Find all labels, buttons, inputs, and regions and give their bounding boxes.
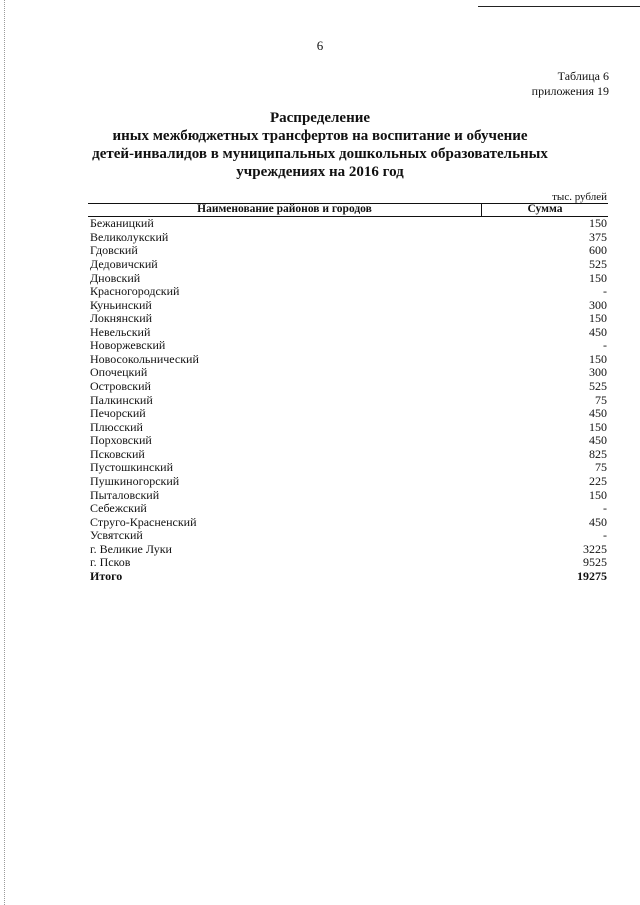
top-rule-line (478, 6, 640, 7)
district-sum: 450 (589, 406, 607, 421)
table-header-row (88, 204, 608, 217)
district-name: Пустошкинский (90, 460, 173, 475)
district-sum: - (603, 501, 607, 516)
table-row (88, 434, 608, 448)
table-row (88, 244, 608, 258)
district-name: Великолукский (90, 229, 169, 244)
title-line-1: Распределение (269, 110, 371, 126)
appendix-reference (532, 69, 609, 99)
district-sum: 450 (589, 433, 607, 448)
distribution-table (88, 203, 608, 583)
table-row (88, 312, 608, 326)
table-label: Таблица 6 (557, 69, 609, 83)
district-name: г. Псков (90, 555, 131, 570)
district-sum: 9525 (583, 555, 607, 570)
district-name: Псковский (90, 446, 145, 461)
table-row (88, 258, 608, 272)
district-sum: 150 (589, 487, 607, 502)
district-sum: 150 (589, 419, 607, 434)
district-name: Себежский (90, 501, 147, 516)
district-name: Бежаницкий (90, 216, 154, 231)
total-label: Итого (90, 568, 123, 583)
district-sum: 525 (589, 256, 607, 271)
district-name: Локнянский (90, 311, 153, 326)
table-row (88, 407, 608, 421)
table-row (88, 529, 608, 543)
table-row (88, 475, 608, 489)
total-sum: 19275 (577, 568, 607, 583)
district-name: Новоржевский (90, 338, 166, 353)
table-row (88, 556, 608, 570)
appendix-label: приложения 19 (531, 84, 609, 98)
district-sum: 300 (589, 297, 607, 312)
district-sum: - (603, 284, 607, 299)
district-sum: 3225 (583, 541, 607, 556)
table-row (88, 543, 608, 557)
district-sum: 300 (589, 365, 607, 380)
district-sum: - (603, 528, 607, 543)
total-row (88, 570, 608, 584)
table-row (88, 488, 608, 502)
table-row (88, 380, 608, 394)
district-sum: 375 (589, 229, 607, 244)
title-line-3: детей-инвалидов в муниципальных дошкольных образовательных (92, 146, 548, 162)
district-sum: 75 (595, 460, 607, 475)
district-name: Куньинский (90, 297, 152, 312)
table-row (88, 393, 608, 407)
district-name: Опочецкий (90, 365, 148, 380)
district-sum: 150 (589, 311, 607, 326)
units-label: тыс. рублей (552, 191, 607, 203)
table-row (88, 285, 608, 299)
table-row (88, 271, 608, 285)
district-sum: 150 (589, 216, 607, 231)
table-row (88, 366, 608, 380)
district-name: Новосокольнический (90, 351, 199, 366)
district-sum: 525 (589, 379, 607, 394)
district-sum: 450 (589, 514, 607, 529)
title-line-4: учреждениях на 2016 год (236, 164, 404, 180)
district-name: Островский (90, 379, 151, 394)
district-sum: 600 (589, 243, 607, 258)
district-name: г. Великие Луки (90, 541, 172, 556)
table-row (88, 339, 608, 353)
district-sum: 75 (595, 392, 607, 407)
document-title (0, 109, 640, 181)
district-name: Дновский (90, 270, 141, 285)
district-name: Порховский (90, 433, 152, 448)
district-name: Дедовичский (90, 256, 158, 271)
header-sum: Сумма (482, 204, 609, 217)
district-sum: 825 (589, 446, 607, 461)
district-name: Пушкиногорский (90, 473, 180, 488)
table-row (88, 461, 608, 475)
table-body (88, 217, 608, 584)
table-row (88, 502, 608, 516)
district-name: Палкинский (90, 392, 153, 407)
district-name: Плюсский (90, 419, 143, 434)
table-row (88, 326, 608, 340)
district-name: Усвятский (90, 528, 143, 543)
title-line-2: иных межбюджетных трансфертов на воспитание и обучение (112, 128, 528, 144)
district-name: Невельский (90, 324, 151, 339)
header-name: Наименование районов и городов (88, 204, 482, 217)
district-name: Пыталовский (90, 487, 160, 502)
page-number: 6 (316, 38, 324, 53)
district-name: Струго-Красненский (90, 514, 197, 529)
table-row (88, 217, 608, 231)
table-row (88, 420, 608, 434)
district-name: Красногородский (90, 284, 180, 299)
district-sum: 150 (589, 270, 607, 285)
district-sum: 150 (589, 351, 607, 366)
table-row (88, 231, 608, 245)
table-row (88, 353, 608, 367)
table-row (88, 515, 608, 529)
table-row (88, 448, 608, 462)
district-sum: 225 (589, 473, 607, 488)
table-row (88, 298, 608, 312)
district-name: Печорский (90, 406, 146, 421)
district-sum: 450 (589, 324, 607, 339)
district-sum: - (603, 338, 607, 353)
district-name: Гдовский (90, 243, 138, 258)
